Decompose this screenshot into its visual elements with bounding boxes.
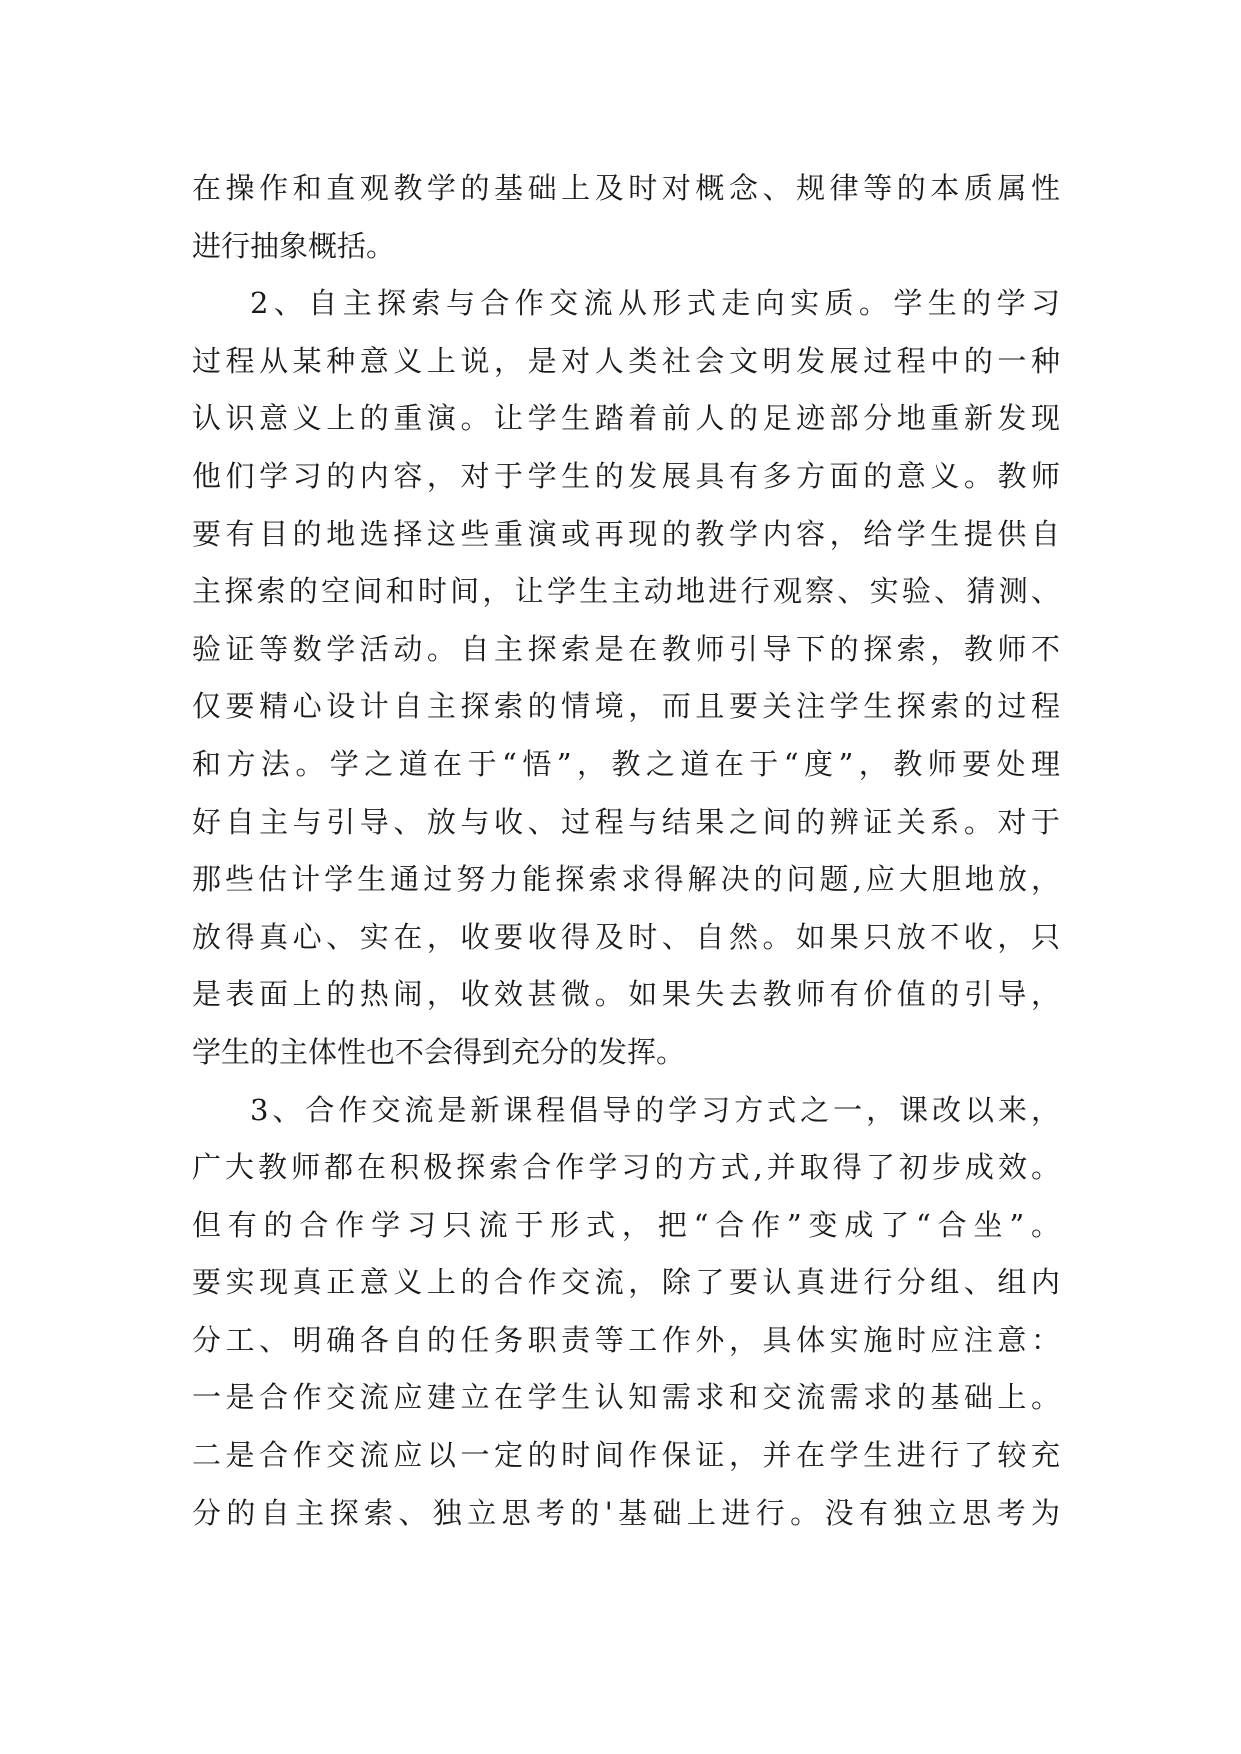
text-line: 进行抽象概括。 <box>192 228 396 263</box>
text-line: 主探索的空间和时间，让学生主动地进行观察、实验、猜测、 <box>192 574 1060 609</box>
text-line: 在操作和直观教学的基础上及时对概念、规律等的本质属性 <box>192 171 1060 205</box>
text-line: 过程从某种意义上说，是对人类社会文明发展过程中的一种 <box>192 343 1060 378</box>
text-line: 他们学习的内容，对于学生的发展具有多方面的意义。教师 <box>192 458 1060 493</box>
text-line: 好自主与引导、放与收、过程与结果之间的辨证关系。对于 <box>192 804 1060 839</box>
text-line: 分的自主探索、独立思考的'基础上进行。没有独立思考为 <box>192 1495 1060 1530</box>
text-line: 验证等数学活动。自主探索是在教师引导下的探索，教师不 <box>192 631 1060 666</box>
text-line: 和方法。学之道在于“悟”，教之道在于“度”，教师要处理 <box>192 746 1060 781</box>
text-line: 认识意义上的重演。让学生踏着前人的足迹部分地重新发现 <box>192 401 1060 436</box>
text-line: 放得真心、实在，收要收得及时、自然。如果只放不收，只 <box>192 919 1060 954</box>
text-line: 仅要精心设计自主探索的情境，而且要关注学生探索的过程 <box>192 689 1060 724</box>
text-line: 二是合作交流应以一定的时间作保证，并在学生进行了较充 <box>192 1438 1060 1473</box>
text-line: 是表面上的热闹，收效甚微。如果失去教师有价值的引导， <box>192 977 1060 1012</box>
text-line: 要实现真正意义上的合作交流，除了要认真进行分组、组内 <box>192 1265 1060 1300</box>
text-line: 广大教师都在积极探索合作学习的方式,并取得了初步成效。 <box>192 1150 1060 1185</box>
text-line: 但有的合作学习只流于形式，把“合作”变成了“合坐”。 <box>192 1207 1060 1242</box>
paragraph-first-line: 2、自主探索与合作交流从形式走向实质。学生的学习 <box>250 286 1060 321</box>
text-line: 要有目的地选择这些重演或再现的教学内容，给学生提供自 <box>192 516 1060 551</box>
text-line: 一是合作交流应建立在学生认知需求和交流需求的基础上。 <box>192 1380 1060 1415</box>
text-line: 那些估计学生通过努力能探索求得解决的问题,应大胆地放， <box>192 862 1060 897</box>
text-line: 分工、明确各自的任务职责等工作外，具体实施时应注意： <box>192 1322 1060 1357</box>
text-line: 学生的主体性也不会得到充分的发挥。 <box>192 1034 686 1069</box>
body-text <box>192 160 1060 1542</box>
paragraph-first-line: 3、合作交流是新课程倡导的学习方式之一，课改以来， <box>250 1092 1060 1127</box>
